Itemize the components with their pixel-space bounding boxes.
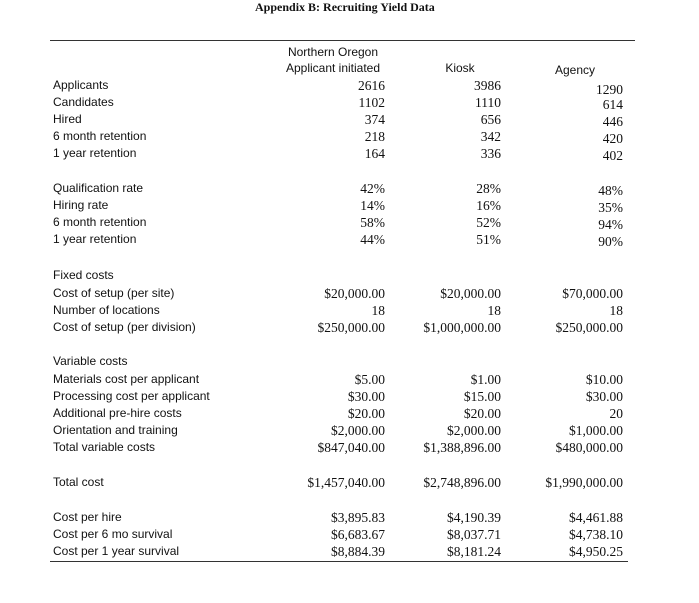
row-6-month-retention-rate xyxy=(53,214,633,231)
row-cost-setup-division xyxy=(53,319,633,336)
row-label: 1 year retention xyxy=(53,232,137,246)
row-variable-costs-header xyxy=(53,353,633,370)
row-label: Cost of setup (per site) xyxy=(53,286,175,300)
page-title: Appendix B: Recruiting Yield Data xyxy=(255,0,435,14)
cell-northern-oregon: 58% xyxy=(360,215,385,230)
row-qualification-rate xyxy=(53,180,633,197)
row-candidates xyxy=(53,94,633,111)
row-number-locations xyxy=(53,302,633,319)
header-northern-oregon xyxy=(268,44,398,76)
cell-northern-oregon: 44% xyxy=(360,232,385,247)
cell-northern-oregon: $847,040.00 xyxy=(317,440,385,455)
cell-agency: 48% xyxy=(598,183,623,198)
row-1-year-retention-rate xyxy=(53,231,633,248)
section-label: Fixed costs xyxy=(53,268,114,282)
cell-kiosk: 28% xyxy=(476,181,501,196)
section-label: Variable costs xyxy=(53,354,128,368)
cell-kiosk: 3986 xyxy=(474,78,501,93)
row-label: Hiring rate xyxy=(53,198,109,212)
row-hiring-rate xyxy=(53,197,633,214)
cell-kiosk: 1110 xyxy=(475,95,501,110)
row-label: Number of locations xyxy=(53,303,160,317)
row-total-variable-costs xyxy=(53,439,633,456)
cell-agency: 90% xyxy=(598,234,623,249)
cell-northern-oregon: 164 xyxy=(364,146,385,161)
row-6-month-retention xyxy=(53,128,633,145)
cell-agency: 94% xyxy=(598,217,623,232)
cell-agency: $10.00 xyxy=(585,372,623,387)
cell-agency: $1,990,000.00 xyxy=(545,475,623,490)
cell-northern-oregon: $3,895.83 xyxy=(331,510,385,525)
cell-northern-oregon: 18 xyxy=(371,303,385,318)
cell-kiosk: 336 xyxy=(480,146,501,161)
cell-kiosk: $20.00 xyxy=(463,406,501,421)
row-label: Cost per 1 year survival xyxy=(53,544,180,558)
cell-agency: $4,950.25 xyxy=(569,544,623,559)
top-rule xyxy=(50,40,635,41)
row-hired xyxy=(53,111,633,128)
row-processing-cost xyxy=(53,388,633,405)
row-materials-cost xyxy=(53,371,633,388)
cell-agency: 402 xyxy=(602,148,623,163)
cell-agency: 614 xyxy=(602,97,623,112)
row-label: Total cost xyxy=(53,475,104,489)
cell-northern-oregon: $8,884.39 xyxy=(331,544,385,559)
cell-northern-oregon: $6,683.67 xyxy=(331,527,385,542)
header-agency: Agency xyxy=(554,63,596,77)
row-cost-per-6mo-survival xyxy=(53,526,633,543)
cell-kiosk: 51% xyxy=(476,232,501,247)
header-northern-oregon-line2: Applicant initiated xyxy=(285,61,381,75)
cell-northern-oregon: 2616 xyxy=(358,78,385,93)
row-label: Additional pre-hire costs xyxy=(53,406,182,420)
cell-kiosk: $1,000,000.00 xyxy=(423,320,501,335)
cell-agency: $70,000.00 xyxy=(562,286,623,301)
header-kiosk: Kiosk xyxy=(445,61,475,75)
cell-northern-oregon: 42% xyxy=(360,181,385,196)
cell-agency: $1,000.00 xyxy=(569,423,623,438)
cell-northern-oregon: 1102 xyxy=(358,95,385,110)
cell-kiosk: 656 xyxy=(480,112,501,127)
cell-agency: 1290 xyxy=(596,82,623,97)
row-applicants xyxy=(53,77,633,97)
cell-agency: 18 xyxy=(609,303,623,318)
cell-kiosk: 52% xyxy=(476,215,501,230)
row-label: Orientation and training xyxy=(53,423,178,437)
cell-kiosk: 18 xyxy=(487,303,501,318)
cell-agency: $480,000.00 xyxy=(555,440,623,455)
header-northern-oregon-line1: Northern Oregon xyxy=(287,45,379,59)
row-label: Hired xyxy=(53,112,82,126)
cell-agency: $4,461.88 xyxy=(569,510,623,525)
row-label: 6 month retention xyxy=(53,215,147,229)
cell-northern-oregon: $20,000.00 xyxy=(324,286,385,301)
row-orientation-training xyxy=(53,422,633,439)
cell-agency: $4,738.10 xyxy=(569,527,623,542)
cell-agency: $250,000.00 xyxy=(555,320,623,335)
row-cost-setup-site xyxy=(53,285,633,302)
cell-agency: 20 xyxy=(609,406,623,421)
cell-agency: 446 xyxy=(602,114,623,129)
cell-agency: $30.00 xyxy=(585,389,623,404)
row-label: Processing cost per applicant xyxy=(53,389,210,403)
row-label: Cost per 6 mo survival xyxy=(53,527,173,541)
cell-northern-oregon: $1,457,040.00 xyxy=(307,475,385,490)
cell-kiosk: $8,181.24 xyxy=(447,544,501,559)
cell-northern-oregon: 374 xyxy=(364,112,385,127)
row-label: Cost of setup (per division) xyxy=(53,320,196,334)
cell-northern-oregon: 14% xyxy=(360,198,385,213)
row-label: Total variable costs xyxy=(53,440,156,454)
cell-kiosk: $20,000.00 xyxy=(440,286,501,301)
cell-kiosk: $15.00 xyxy=(463,389,501,404)
cell-kiosk: $8,037.71 xyxy=(447,527,501,542)
row-label: 6 month retention xyxy=(53,129,147,143)
cell-northern-oregon: $2,000.00 xyxy=(331,423,385,438)
cell-northern-oregon: $250,000.00 xyxy=(317,320,385,335)
row-label: Cost per hire xyxy=(53,510,122,524)
row-label: Applicants xyxy=(53,78,109,92)
row-cost-per-hire xyxy=(53,509,633,526)
row-label: 1 year retention xyxy=(53,146,137,160)
row-1-year-retention xyxy=(53,145,633,162)
cell-kiosk: $1,388,896.00 xyxy=(423,440,501,455)
bottom-rule xyxy=(50,561,628,562)
row-prehire-costs xyxy=(53,405,633,422)
cell-agency: 35% xyxy=(598,200,623,215)
cell-kiosk: 342 xyxy=(480,129,501,144)
cell-kiosk: $1.00 xyxy=(470,372,501,387)
cell-agency: 420 xyxy=(602,131,623,146)
cell-kiosk: $4,190.39 xyxy=(447,510,501,525)
cell-kiosk: $2,000.00 xyxy=(447,423,501,438)
row-total-cost xyxy=(53,474,633,491)
row-label: Candidates xyxy=(53,95,114,109)
cell-northern-oregon: 218 xyxy=(364,129,385,144)
row-cost-per-1yr-survival xyxy=(53,543,633,560)
row-fixed-costs-header xyxy=(53,267,633,284)
cell-northern-oregon: $20.00 xyxy=(347,406,385,421)
cell-northern-oregon: $5.00 xyxy=(354,372,385,387)
cell-northern-oregon: $30.00 xyxy=(347,389,385,404)
row-label: Qualification rate xyxy=(53,181,144,195)
cell-kiosk: 16% xyxy=(476,198,501,213)
cell-kiosk: $2,748,896.00 xyxy=(423,475,501,490)
row-label: Materials cost per applicant xyxy=(53,372,200,386)
